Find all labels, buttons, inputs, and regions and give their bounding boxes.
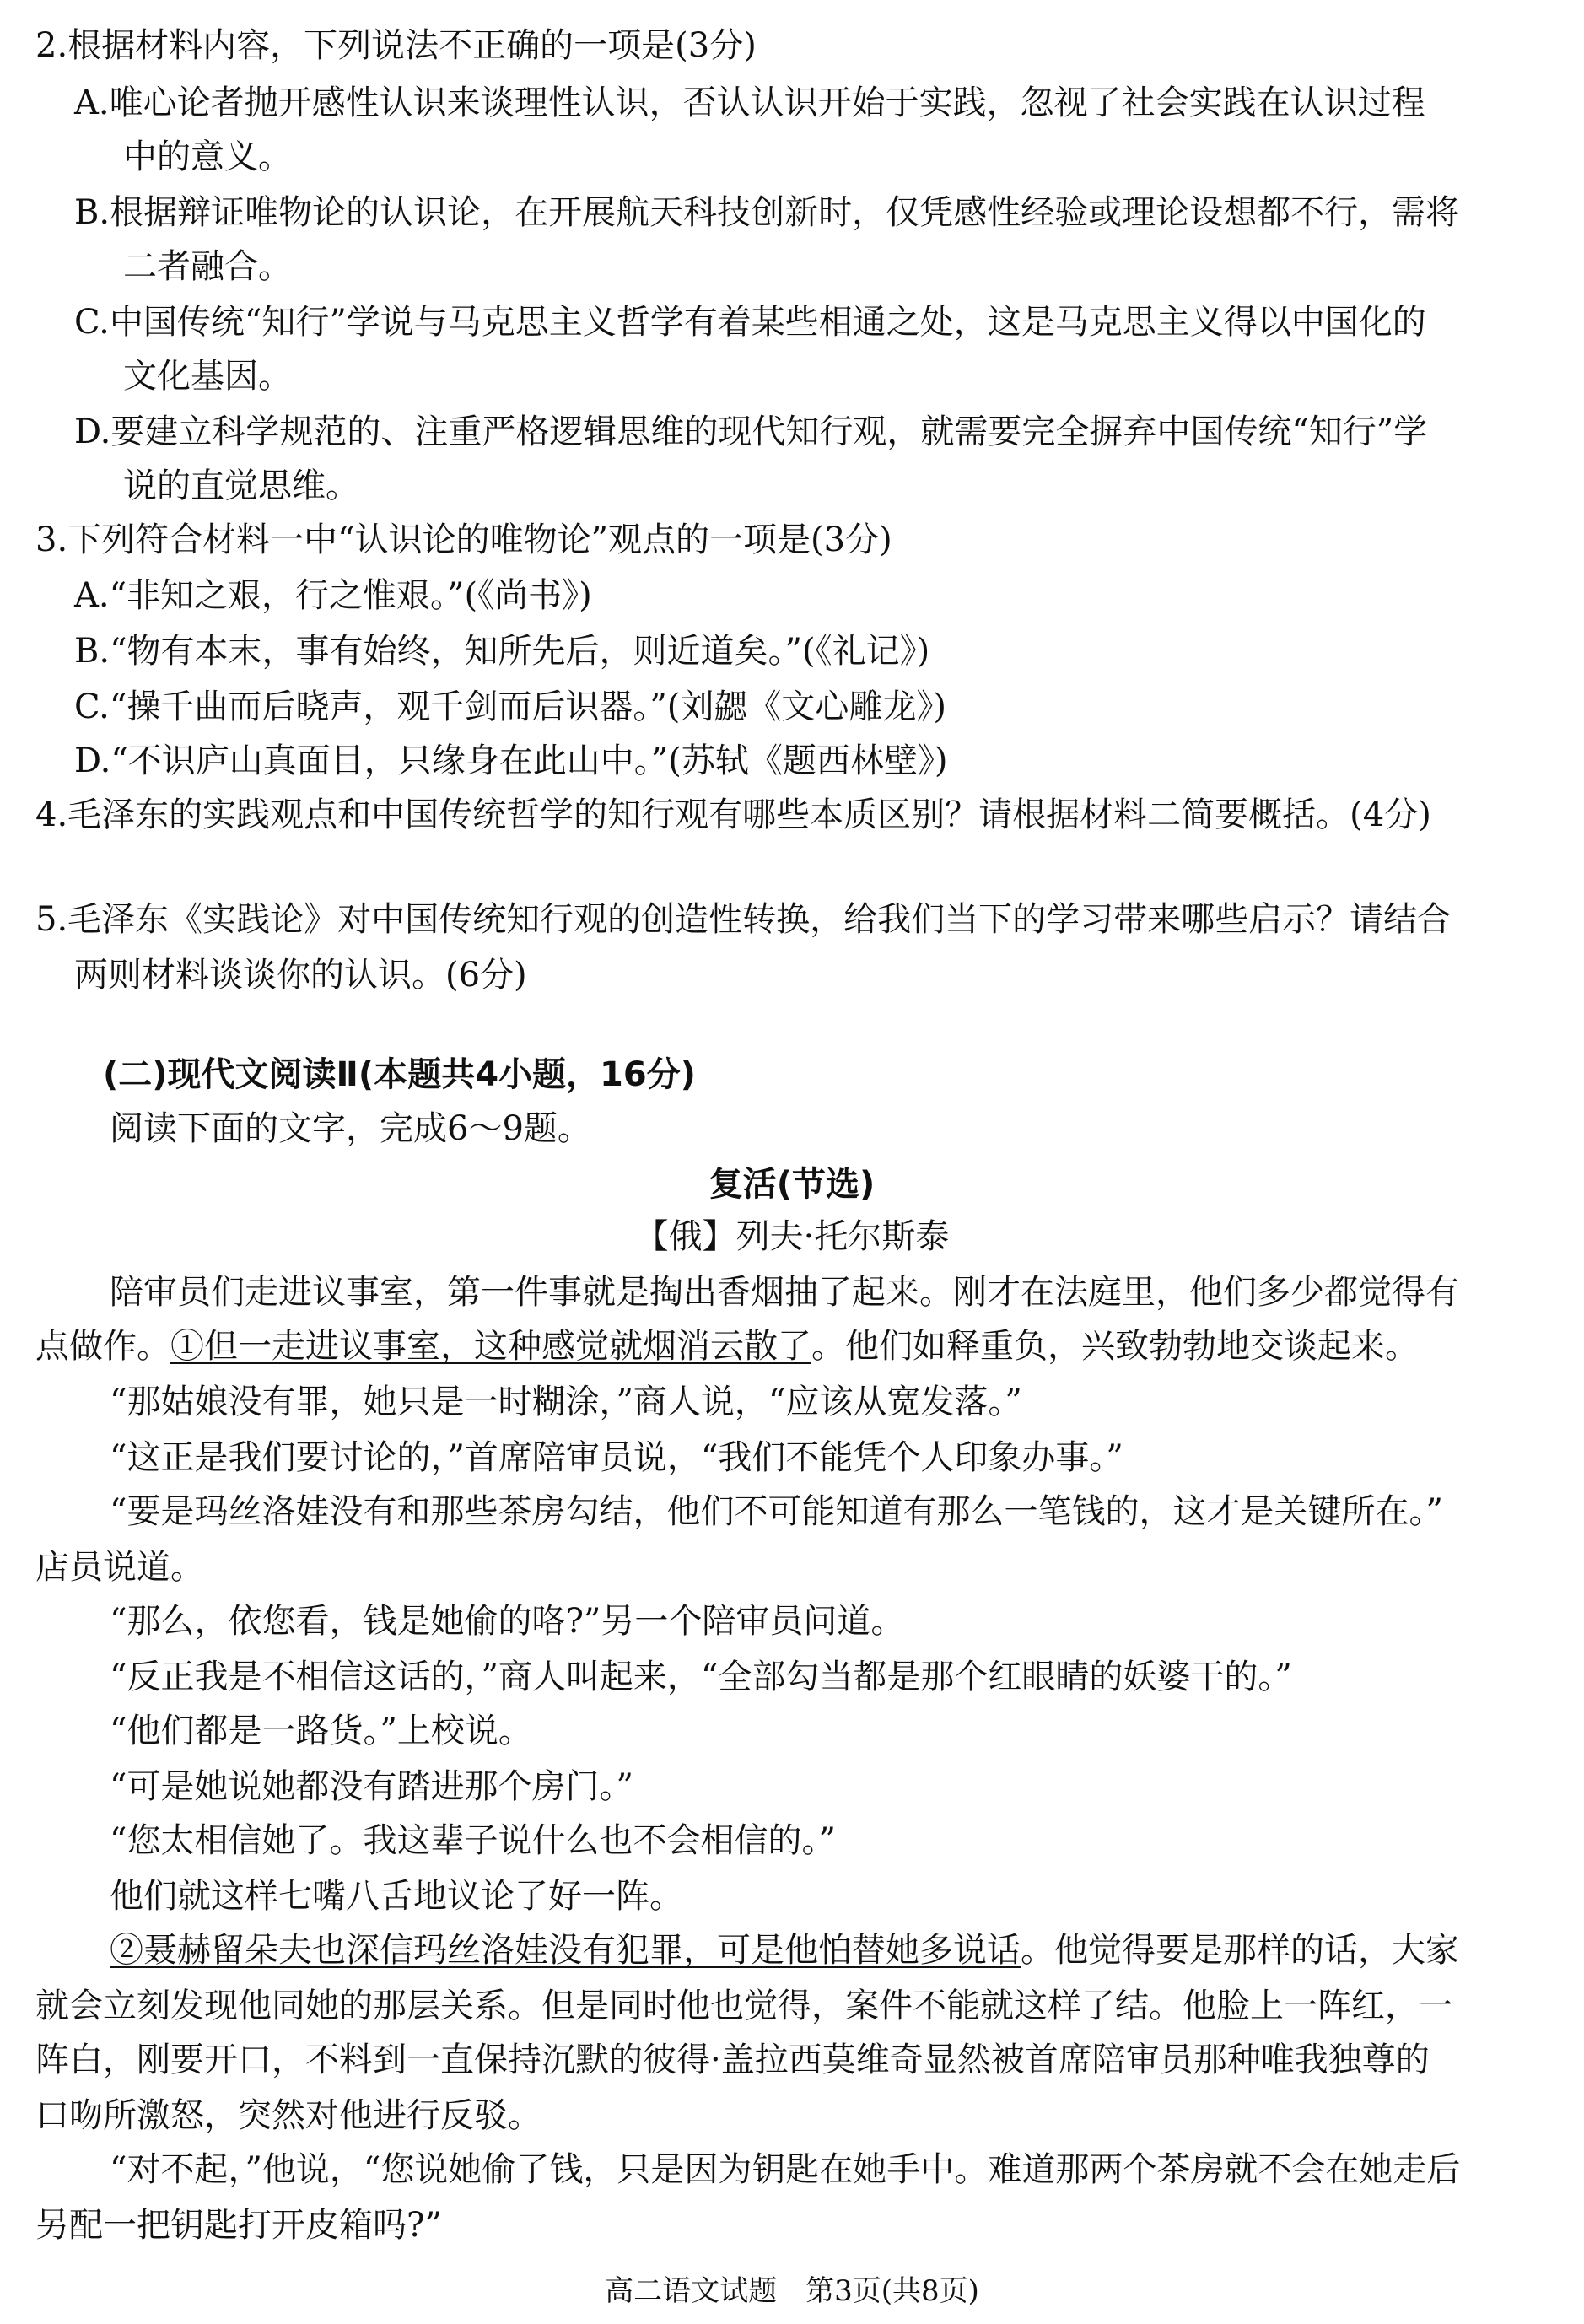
q5-stem-line2: 两则材料谈谈你的认识。(6分) xyxy=(74,956,527,995)
underlined-sentence-2: ②聂赫留朵夫也深信玛丝洛娃没有犯罪，可是他怕替她多说话 xyxy=(110,1931,1021,1970)
q2-option-a-line1: A.唯心论者抛开感性认识来谈理性认识，否认认识开始于实践，忽视了社会实践在认识过程 xyxy=(74,84,1425,122)
underlined-sentence-1: ①但一走进议事室，这种感觉就烟消云散了 xyxy=(170,1327,811,1366)
passage-p1-post: 。他们如释重负，兴致勃勃地交谈起来。 xyxy=(811,1327,1419,1366)
passage-p4-line1: “要是玛丝洛娃没有和那些茶房勾结，他们不可能知道有那么一笔钱的，这才是关键所在。” xyxy=(110,1492,1443,1531)
q3-option-d: D.“不识庐山真面目，只缘身在此山中。”(苏轼《题西林壁》) xyxy=(74,741,948,780)
q2-option-d-line2: 说的直觉思维。 xyxy=(123,466,359,505)
q5-stem-line1: 5.毛泽东《实践论》对中国传统知行观的创造性转换，给我们当下的学习带来哪些启示？请结合 xyxy=(35,900,1452,939)
passage-p11-post: 。他觉得要是那样的话，大家 xyxy=(1021,1931,1459,1970)
passage-p5: “那么，依您看，钱是她偷的咯?”另一个陪审员问道。 xyxy=(110,1602,905,1641)
passage-p12-line1: “对不起，”他说，“您说她偷了钱，只是因为钥匙在她手中。难道那两个茶房就不会在她走后 xyxy=(110,2150,1461,2189)
q3-stem: 3.下列符合材料一中“认识论的唯物论”观点的一项是(3分) xyxy=(35,520,892,559)
passage-p6: “反正我是不相信这话的，”商人叫起来，“全部勾当都是那个红眼睛的妖婆干的。” xyxy=(110,1658,1292,1696)
q2-stem: 2.根据材料内容，下列说法不正确的一项是(3分) xyxy=(35,26,757,65)
q3-option-b: B.“物有本末，事有始终，知所先后，则近道矣。”(《礼记》) xyxy=(74,632,930,671)
q2-option-d-line1: D.要建立科学规范的、注重严格逻辑思维的现代知行观，就需要完全摒弃中国传统“知行”学 xyxy=(74,412,1428,451)
passage-author: 【俄】列夫·托尔斯泰 xyxy=(634,1217,950,1256)
passage-p9: “您太相信她了。我这辈子说什么也不会相信的。” xyxy=(110,1821,836,1860)
passage-p11-line1 xyxy=(110,1928,1459,1972)
passage-p7: “他们都是一路货。”上校说。 xyxy=(110,1712,532,1750)
q3-option-a: A.“非知之艰，行之惟艰。”(《尚书》) xyxy=(74,576,592,615)
passage-p4-line2: 店员说道。 xyxy=(35,1548,204,1587)
passage-p1-line1: 陪审员们走进议事室，第一件事就是掏出香烟抽了起来。刚才在法庭里，他们多少都觉得有 xyxy=(110,1273,1459,1312)
page-footer: 高二语文试题 第3页(共8页) xyxy=(605,2274,979,2308)
passage-title: 复活(节选) xyxy=(708,1165,876,1204)
passage-p8: “可是她说她都没有踏进那个房门。” xyxy=(110,1767,633,1806)
q2-option-c-line2: 文化基因。 xyxy=(123,357,292,396)
passage-p1-line2 xyxy=(35,1324,1419,1368)
passage-p1-pre: 点做作。 xyxy=(35,1327,170,1366)
passage-p12-line2: 另配一把钥匙打开皮箱吗?” xyxy=(35,2206,442,2245)
section-instruction: 阅读下面的文字，完成6～9题。 xyxy=(110,1109,591,1148)
q2-option-b-line2: 二者融合。 xyxy=(123,247,292,286)
q3-option-c: C.“操千曲而后晓声，观千剑而后识器。”(刘勰《文心雕龙》) xyxy=(74,687,947,726)
passage-p11-line3: 阵白，刚要开口，不料到一直保持沉默的彼得·盖拉西莫维奇显然被首席陪审员那种唯我独尊的 xyxy=(35,2041,1430,2079)
passage-p2: “那姑娘没有罪，她只是一时糊涂，”商人说，“应该从宽发落。” xyxy=(110,1383,1022,1421)
passage-p10: 他们就这样七嘴八舌地议论了好一阵。 xyxy=(110,1877,683,1916)
q4-stem: 4.毛泽东的实践观点和中国传统哲学的知行观有哪些本质区别？请根据材料二简要概括。(4分) xyxy=(35,795,1431,834)
q2-option-a-line2: 中的意义。 xyxy=(123,137,292,176)
passage-p11-line4: 口吻所激怒，突然对他进行反驳。 xyxy=(35,2096,541,2135)
passage-p11-line2: 就会立刻发现他同她的那层关系。但是同时他也觉得，案件不能就这样了结。他脸上一阵红，一 xyxy=(35,1987,1452,2025)
section-heading: (二)现代文阅读Ⅱ(本题共4小题，16分) xyxy=(103,1055,696,1094)
passage-p3: “这正是我们要讨论的，”首席陪审员说，“我们不能凭个人印象办事。” xyxy=(110,1438,1123,1477)
q2-option-c-line1: C.中国传统“知行”学说与马克思主义哲学有着某些相通之处，这是马克思主义得以中国化的 xyxy=(74,303,1426,342)
q2-option-b-line1: B.根据辩证唯物论的认识论，在开展航天科技创新时，仅凭感性经验或理论设想都不行，需将 xyxy=(74,193,1460,232)
